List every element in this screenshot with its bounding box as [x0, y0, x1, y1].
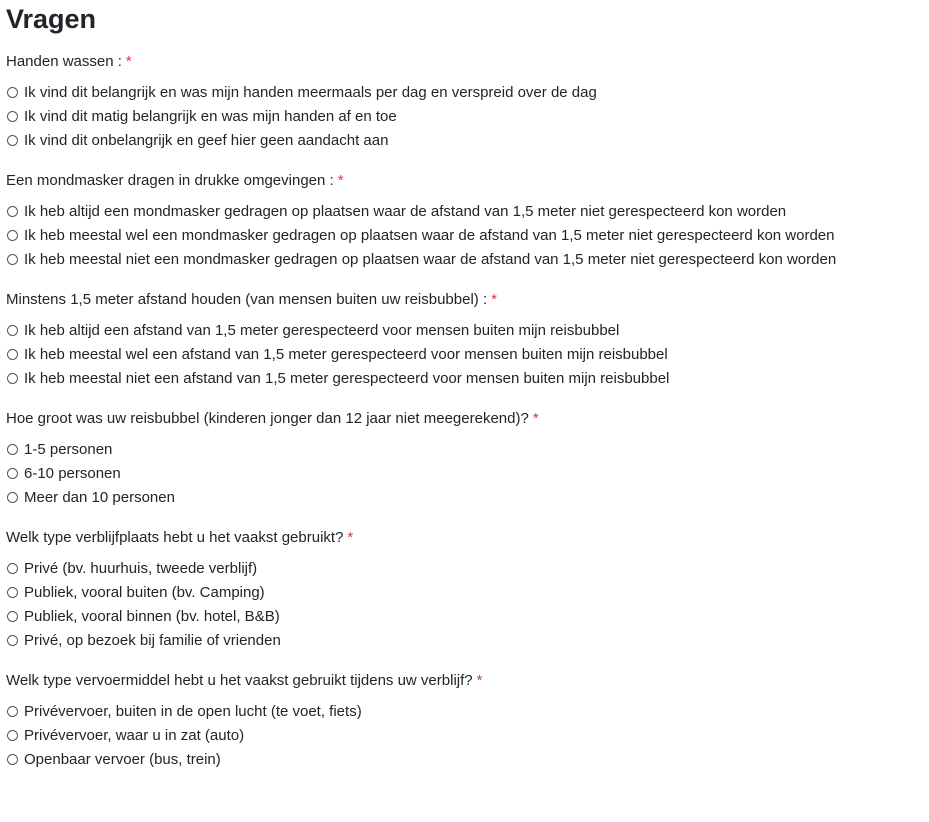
radio-button[interactable]: [7, 706, 18, 717]
radio-option[interactable]: [6, 104, 929, 128]
question-face-mask: [6, 171, 929, 271]
radio-button[interactable]: [7, 730, 18, 741]
radio-button[interactable]: [7, 444, 18, 455]
question-travel-bubble-size: [6, 409, 929, 509]
option-label[interactable]: Openbaar vervoer (bus, trein): [24, 750, 221, 768]
radio-button[interactable]: [7, 230, 18, 241]
required-marker: *: [491, 291, 497, 308]
question-accommodation-type: [6, 528, 929, 652]
radio-button[interactable]: [7, 754, 18, 765]
option-label[interactable]: Ik heb altijd een mondmasker gedragen op plaatsen waar de afstand van 1,5 meter niet gerespecteerd kon worden: [24, 202, 787, 220]
required-marker: *: [347, 529, 354, 546]
radio-button[interactable]: [7, 349, 18, 360]
radio-option[interactable]: [6, 128, 929, 152]
radio-button[interactable]: [7, 135, 18, 146]
required-marker: *: [337, 172, 344, 189]
option-label[interactable]: 6-10 personen: [24, 464, 121, 482]
required-marker: *: [125, 53, 132, 70]
radio-button[interactable]: [7, 587, 18, 598]
radio-option[interactable]: [6, 223, 929, 247]
option-label[interactable]: Publiek, vooral binnen (bv. hotel, B&B): [24, 607, 280, 625]
option-label[interactable]: Privé, op bezoek bij familie of vrienden: [24, 631, 281, 649]
option-label[interactable]: Ik vind dit onbelangrijk en geef hier geen aandacht aan: [24, 131, 389, 149]
option-label[interactable]: Ik vind dit belangrijk en was mijn handen meermaals per dag en verspreid over de dag: [24, 83, 597, 101]
radio-button[interactable]: [7, 87, 18, 98]
radio-button[interactable]: [7, 373, 18, 384]
radio-option[interactable]: [6, 747, 929, 771]
radio-option[interactable]: [6, 366, 929, 390]
option-label[interactable]: Ik heb meestal wel een afstand van 1,5 meter gerespecteerd voor mensen buiten mijn reisbubbel: [24, 345, 668, 363]
option-label[interactable]: 1-5 personen: [24, 440, 113, 458]
radio-button[interactable]: [7, 468, 18, 479]
question-hand-washing: [6, 52, 929, 152]
radio-option[interactable]: [6, 485, 929, 509]
radio-button[interactable]: [7, 111, 18, 122]
option-label[interactable]: Ik heb altijd een afstand van 1,5 meter gerespecteerd voor mensen buiten mijn reisbubbel: [24, 321, 620, 339]
radio-option[interactable]: [6, 461, 929, 485]
option-label[interactable]: Ik heb meestal niet een mondmasker gedragen op plaatsen waar de afstand van 1,5 meter niet gerespecteerd kon worden: [24, 250, 837, 268]
question-distance: [6, 290, 929, 390]
option-label[interactable]: Privévervoer, waar u in zat (auto): [24, 726, 245, 744]
radio-option[interactable]: [6, 318, 929, 342]
radio-button[interactable]: [7, 635, 18, 646]
radio-option[interactable]: [6, 80, 929, 104]
page-title: Vragen: [6, 4, 97, 34]
radio-option[interactable]: [6, 437, 929, 461]
required-marker: *: [476, 672, 483, 689]
radio-button[interactable]: [7, 206, 18, 217]
question-label: Welk type vervoermiddel hebt u het vaakst gebruikt tijdens uw verblijf? *: [6, 672, 483, 689]
radio-option[interactable]: [6, 580, 929, 604]
required-marker: *: [532, 410, 539, 427]
radio-option[interactable]: [6, 723, 929, 747]
option-label[interactable]: Ik vind dit matig belangrijk en was mijn handen af en toe: [24, 107, 397, 125]
radio-option[interactable]: [6, 604, 929, 628]
radio-option[interactable]: [6, 699, 929, 723]
option-label[interactable]: Privévervoer, buiten in de open lucht (te voet, fiets): [24, 702, 362, 720]
radio-button[interactable]: [7, 492, 18, 503]
radio-button[interactable]: [7, 254, 18, 265]
question-transport-type: [6, 671, 929, 771]
radio-option[interactable]: [6, 628, 929, 652]
radio-option[interactable]: [6, 247, 929, 271]
question-label: Handen wassen : *: [6, 53, 132, 70]
question-label: Welk type verblijfplaats hebt u het vaakst gebruikt? *: [6, 529, 354, 546]
option-label[interactable]: Ik heb meestal niet een afstand van 1,5 meter gerespecteerd voor mensen buiten mijn reisbubbel: [24, 369, 670, 387]
radio-option[interactable]: [6, 199, 929, 223]
radio-button[interactable]: [7, 325, 18, 336]
radio-button[interactable]: [7, 563, 18, 574]
option-label[interactable]: Privé (bv. huurhuis, tweede verblijf): [24, 559, 258, 577]
radio-option[interactable]: [6, 556, 929, 580]
radio-button[interactable]: [7, 611, 18, 622]
question-label: Een mondmasker dragen in drukke omgevingen : *: [6, 172, 344, 189]
option-label[interactable]: Ik heb meestal wel een mondmasker gedragen op plaatsen waar de afstand van 1,5 meter niet gerespecteerd kon worden: [24, 226, 835, 244]
radio-option[interactable]: [6, 342, 929, 366]
option-label[interactable]: Publiek, vooral buiten (bv. Camping): [24, 583, 265, 601]
question-label: Minstens 1,5 meter afstand houden (van mensen buiten uw reisbubbel) : *: [6, 291, 497, 308]
option-label[interactable]: Meer dan 10 personen: [24, 488, 175, 506]
question-label: Hoe groot was uw reisbubbel (kinderen jonger dan 12 jaar niet meegerekend)? *: [6, 410, 539, 427]
